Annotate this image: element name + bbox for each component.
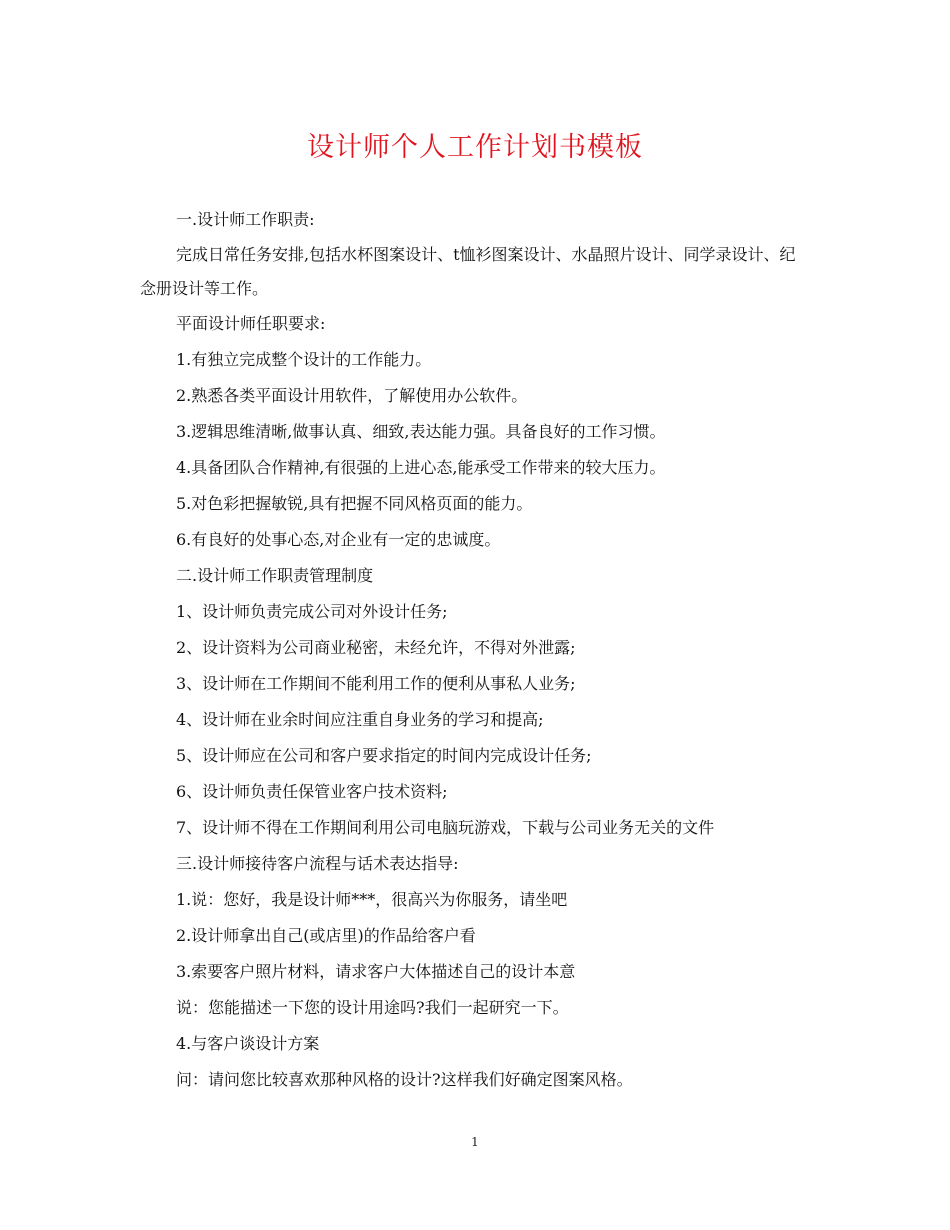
section-heading-reception: 三.设计师接待客户流程与话术表达指导: bbox=[176, 854, 459, 873]
requirements-heading: 平面设计师任职要求: bbox=[176, 314, 326, 333]
reception-dialogue: 问：请问您比较喜欢那种风格的设计?这样我们好确定图案风格。 bbox=[176, 1070, 633, 1089]
reception-dialogue: 说：您能描述一下您的设计用途吗?我们一起研究一下。 bbox=[176, 998, 569, 1017]
page-number: 1 bbox=[471, 1135, 479, 1149]
requirement-item: 4.具备团队合作精神,有很强的上进心态,能承受工作带来的较大压力。 bbox=[176, 458, 666, 477]
management-rule: 6、设计师负责任保管业客户技术资料; bbox=[176, 782, 448, 801]
management-rule: 5、设计师应在公司和客户要求指定的时间内完成设计任务; bbox=[176, 746, 592, 765]
document-title: 设计师个人工作计划书模板 bbox=[307, 132, 643, 163]
reception-step: 3.索要客户照片材料，请求客户大体描述自己的设计本意 bbox=[176, 962, 576, 981]
management-rule: 3、设计师在工作期间不能利用工作的便利从事私人业务; bbox=[176, 674, 576, 693]
requirement-item: 3.逻辑思维清晰,做事认真、细致,表达能力强。具备良好的工作习惯。 bbox=[176, 422, 666, 441]
management-rule: 1、设计师负责完成公司对外设计任务; bbox=[176, 602, 448, 621]
requirement-item: 1.有独立完成整个设计的工作能力。 bbox=[176, 350, 432, 369]
reception-step: 1.说：您好，我是设计师***，很高兴为你服务，请坐吧 bbox=[176, 890, 568, 909]
section-heading-duties: 一.设计师工作职责: bbox=[176, 210, 315, 229]
section-heading-management: 二.设计师工作职责管理制度 bbox=[176, 566, 374, 585]
requirement-item: 6.有良好的处事心态,对企业有一定的忠诚度。 bbox=[176, 530, 501, 549]
management-rule: 4、设计师在业余时间应注重自身业务的学习和提高; bbox=[176, 710, 544, 729]
requirement-item: 5.对色彩把握敏锐,具有把握不同风格页面的能力。 bbox=[176, 494, 533, 513]
requirement-item: 2.熟悉各类平面设计用软件，了解使用办公软件。 bbox=[176, 386, 528, 405]
document-body bbox=[140, 202, 810, 1098]
reception-step: 4.与客户谈设计方案 bbox=[176, 1034, 320, 1053]
duties-paragraph: 完成日常任务安排,包括水杯图案设计、t恤衫图案设计、水晶照片设计、同学录设计、纪念册设计等工作。 bbox=[140, 245, 796, 298]
management-rule: 7、设计师不得在工作期间利用公司电脑玩游戏，下载与公司业务无关的文件 bbox=[176, 818, 715, 837]
reception-step: 2.设计师拿出自己(或店里)的作品给客户看 bbox=[176, 926, 476, 945]
management-rule: 2、设计资料为公司商业秘密，未经允许，不得对外泄露; bbox=[176, 638, 576, 657]
